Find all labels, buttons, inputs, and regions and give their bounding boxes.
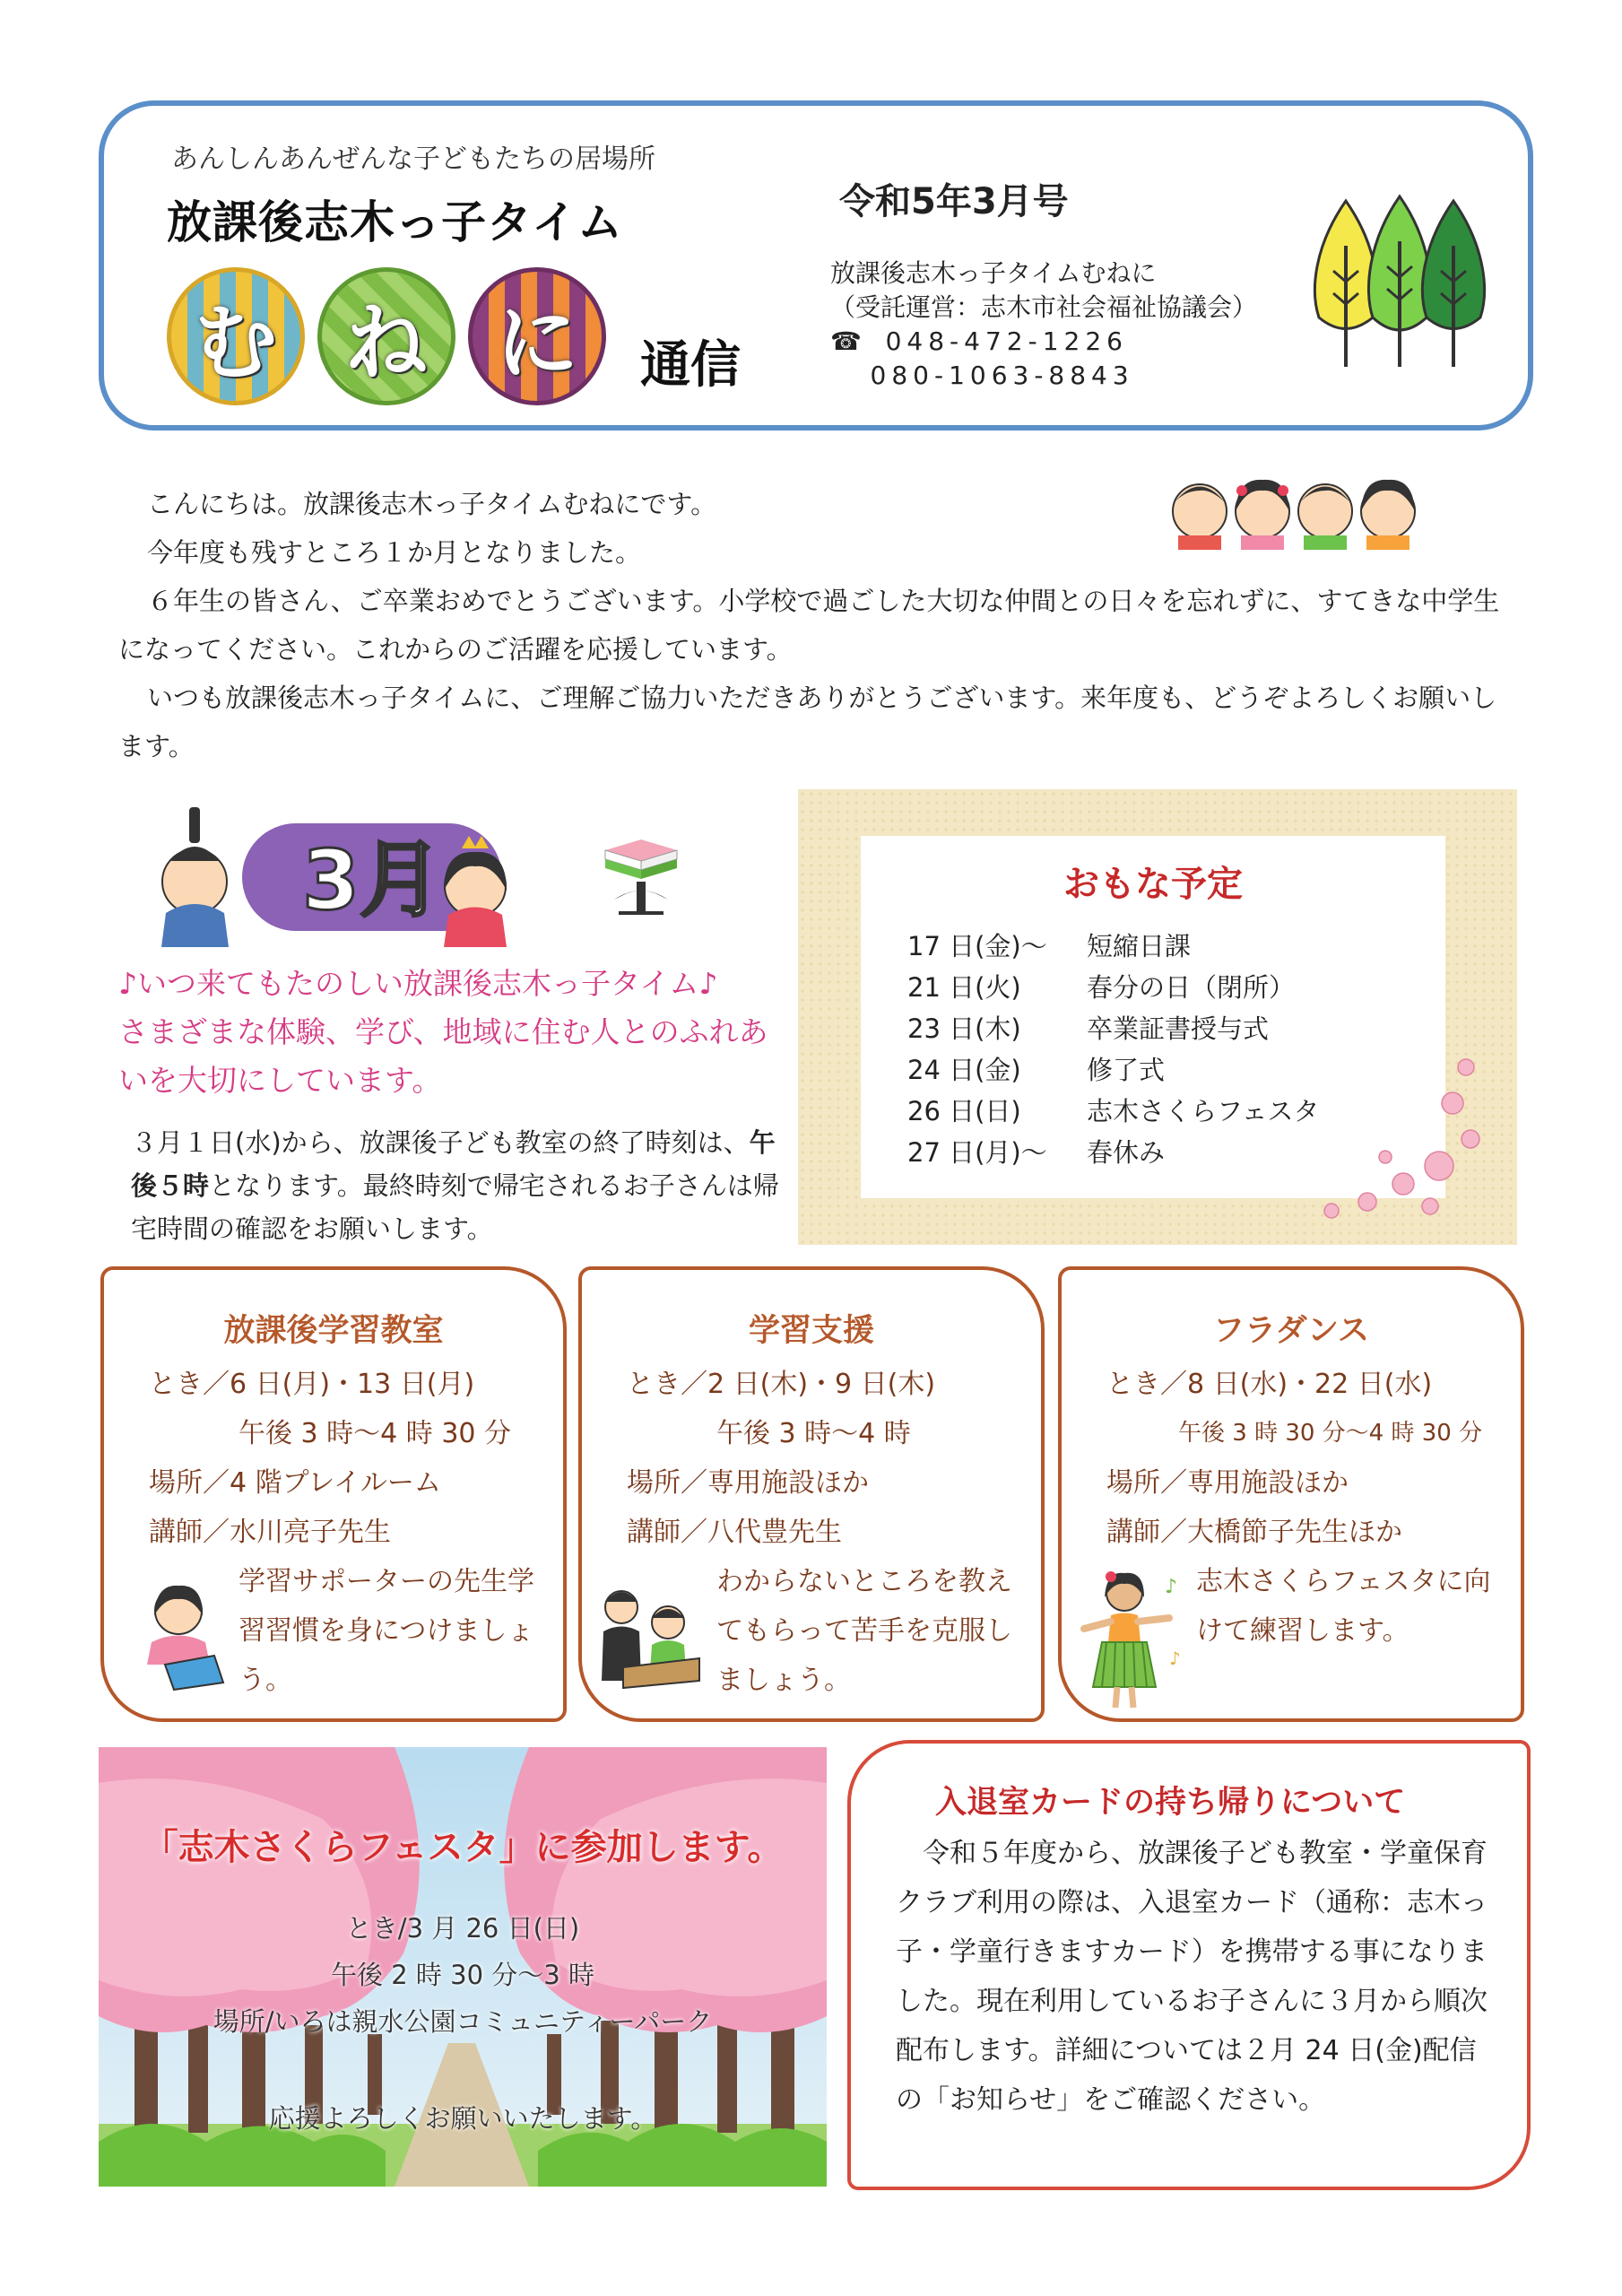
- intro-message: [118, 480, 1517, 770]
- tsushin-label: 通信: [640, 336, 741, 395]
- tagline: あんしんあんぜんな子どもたちの居場所: [171, 144, 655, 175]
- phone-number-1: 048-472-1226: [885, 326, 1128, 356]
- schedule-row: 27 日(月)～ 春休み: [907, 1137, 1166, 1168]
- schedule-row: 26 日(日) 志木さくらフェスタ: [907, 1096, 1320, 1126]
- intro-line-4: いつも放課後志木っ子タイムに、ご理解ご協力いただきありがとうございます。来年度も、どうぞよろしくお願いします。: [118, 683, 1497, 761]
- title-badge-ni: に: [468, 267, 606, 405]
- issue-date: 令和5年3月号: [839, 181, 1069, 222]
- schedule-title: おもな予定: [1063, 864, 1243, 905]
- title-badge-mu: む: [167, 267, 305, 405]
- activity-time: 午後 3 時 30 分～4 時 30 分: [1178, 1420, 1483, 1447]
- festa-place: 場所/いろは親水公園コミュニティーパーク: [213, 2006, 713, 2037]
- title-badge-ne: ね: [317, 267, 455, 405]
- activity-title: フラダンス: [1213, 1313, 1369, 1349]
- org-name: 放課後志木っ子タイムむねに: [830, 258, 1157, 288]
- svg-text:♪: ♪: [1169, 1648, 1181, 1669]
- closing-time-note: ３月１日(水)から、放課後子ども教室の終了時刻は、午後５時となります。最終時刻で帰宅されるお子さんは帰宅時間の確認をお願いします。: [131, 1127, 779, 1244]
- schedule-panel: [798, 789, 1517, 1245]
- notice-text: 令和５年度から、放課後子ども教室・学童保育クラブ利用の際は、入退室カード（通称：志木っ子・学童行きますカード）を携帯する事になりました。現在利用しているお子さんに３月から順次配布します。詳細については２月 24 日(金)配信の「お知らせ」をご確認ください。: [896, 1838, 1488, 2116]
- activity-description: 志木さくらフェスタに向けて練習します。: [1196, 1566, 1491, 1647]
- activity-description: わからないところを教えてもらって苦手を克服しましょう。: [716, 1566, 1012, 1696]
- activity-teacher: 講師／八代豊先生: [627, 1517, 842, 1548]
- sakura-festa-panel: [99, 1747, 827, 2187]
- activity-box-study-class: [100, 1266, 567, 1722]
- activity-teacher: 講師／大橋節子先生ほか: [1106, 1517, 1402, 1548]
- intro-line-2: 今年度も残すところ１か月となりました。: [147, 537, 642, 568]
- festa-title: 「志木さくらフェスタ」に参加します。: [142, 1827, 784, 1868]
- notice-title: 入退室カードの持ち帰りについて: [935, 1785, 1406, 1821]
- activity-title: 学習支援: [748, 1313, 874, 1349]
- entry-card-notice: [847, 1740, 1531, 2190]
- intro-line-1: こんにちは。放課後志木っ子タイムむねにです。: [147, 489, 717, 519]
- activity-time: 午後 3 時～4 時 30 分: [239, 1418, 512, 1449]
- cherry-blossom-icon: [1296, 1049, 1493, 1229]
- festa-closing: 応援よろしくお願いいたします。: [268, 2103, 657, 2134]
- newsletter-header: [99, 100, 1533, 430]
- activity-place: 場所／専用施設ほか: [1106, 1467, 1349, 1499]
- svg-text:♪: ♪: [1165, 1576, 1178, 1598]
- schedule-row: 21 日(火) 春分の日（閉所）: [907, 972, 1296, 1003]
- schedule-row: 23 日(木) 卒業証書授与式: [907, 1013, 1270, 1044]
- tutor-student-icon: [596, 1582, 704, 1690]
- studying-girl-icon: [138, 1575, 228, 1692]
- phone-icon: ☎: [830, 326, 862, 356]
- festa-time: 午後 2 時 30 分～3 時: [331, 1960, 594, 1990]
- closing-time: 午後５時: [131, 1127, 776, 1201]
- pink-description: さまざまな体験、学び、地域に住む人とのふれあいを大切にしています。: [118, 1014, 768, 1098]
- intro-line-3: ６年生の皆さん、ご卒業おめでとうございます。小学校で過ごした大切な仲間との日々を忘れずに、すてきな中学生になってください。これからのご活躍を応援しています。: [118, 586, 1500, 665]
- activity-title: 放課後学習教室: [223, 1313, 444, 1349]
- march-message: [118, 960, 782, 1250]
- schedule-row: 17 日(金)～ 短縮日課: [907, 931, 1192, 961]
- activity-when: とき／2 日(木)・9 日(木): [627, 1369, 936, 1400]
- trees-icon: [1305, 192, 1494, 371]
- activity-box-hula-dance: [1058, 1266, 1524, 1722]
- activity-description: 学習サポーターの先生学習習慣を身につけましょう。: [239, 1566, 534, 1696]
- organization-info: [830, 257, 1257, 393]
- pink-slogan: ♪いつ来てもたのしい放課後志木っ子タイム♪: [118, 966, 718, 1001]
- schedule-row: 24 日(金) 修了式: [907, 1055, 1166, 1085]
- activity-box-study-support: [578, 1266, 1045, 1722]
- festa-when: とき/3 月 26 日(日): [345, 1913, 580, 1944]
- activity-time: 午後 3 時～4 時: [716, 1418, 911, 1449]
- activity-place: 場所／4 階プレイルーム: [149, 1467, 441, 1499]
- activity-teacher: 講師／水川亮子先生: [149, 1517, 391, 1548]
- program-title: 放課後志木っ子タイム: [167, 196, 623, 248]
- activity-when: とき／6 日(月)・13 日(月): [149, 1369, 475, 1400]
- march-badge-text: 3月: [301, 832, 443, 928]
- march-badge-illustration: [139, 796, 722, 949]
- activity-place: 場所／専用施設ほか: [627, 1467, 869, 1499]
- phone-number-2: 080-1063-8843: [870, 361, 1134, 390]
- activity-when: とき／8 日(水)・22 日(水): [1106, 1369, 1433, 1400]
- org-operator: （受託運営：志木市社会福祉協議会）: [830, 292, 1258, 322]
- hula-dancer-icon: [1080, 1566, 1187, 1709]
